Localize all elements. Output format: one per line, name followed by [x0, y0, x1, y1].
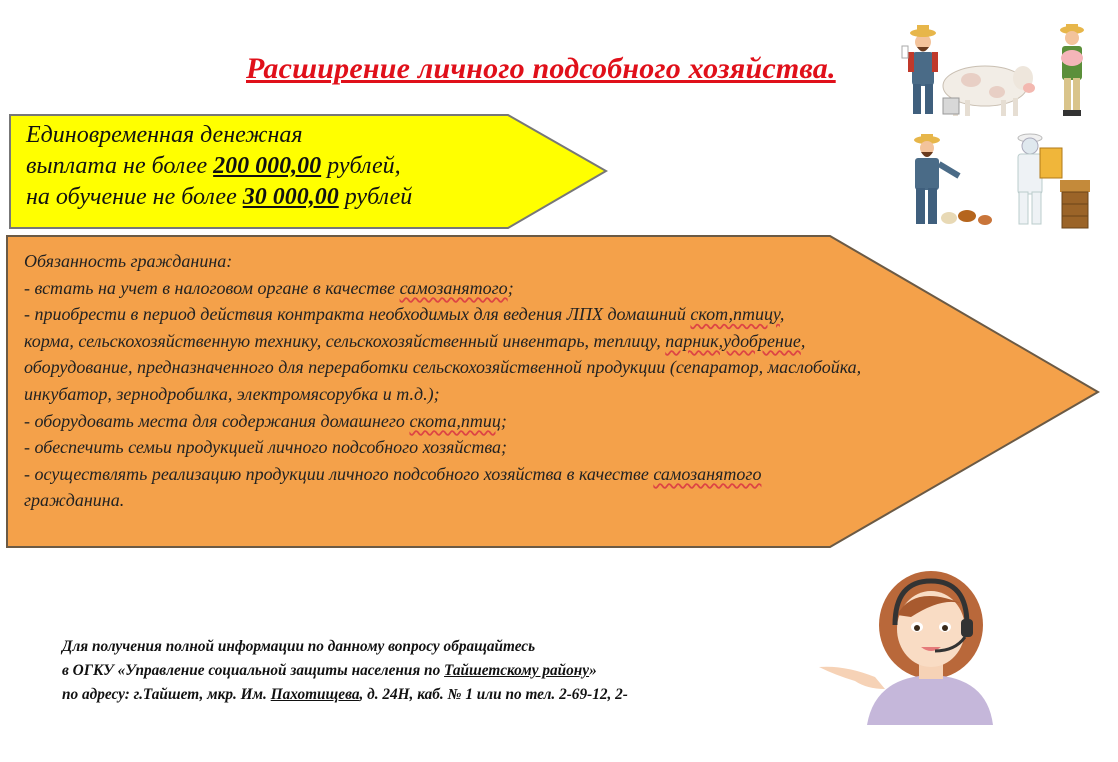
duty-text: - осуществлять реализацию продукции личного подсобного хозяйства в качестве — [24, 463, 654, 484]
duty-continuation: гражданина. — [24, 490, 125, 511]
farmer-pig-illustration — [1052, 22, 1092, 120]
contact-text: по адресу: г.Тайшет, мкр. Им. — [62, 686, 271, 703]
contact-line-2 — [62, 659, 628, 683]
duty-item — [24, 461, 1034, 488]
payment-info — [26, 120, 412, 213]
payment-amount-grant: 200 000,00 — [213, 153, 322, 179]
payment-line-2 — [26, 151, 412, 182]
duties-block — [24, 248, 1034, 514]
duty-text: - приобрести в период действия контракта необходимых для ведения ЛПХ домашний — [24, 304, 691, 325]
payment-line-3-suffix: рублей — [338, 184, 413, 210]
payment-line-1: Единовременная денежная — [26, 122, 303, 148]
duty-term: парник,удобрение — [665, 330, 801, 351]
contact-line-3 — [62, 683, 628, 707]
duty-text: корма, сельскохозяйственную технику, сельскохозяйственный инвентарь, теплицу, — [24, 330, 666, 351]
duty-text: ; — [500, 410, 507, 431]
duty-text: ; — [507, 277, 514, 298]
duty-text: , — [800, 330, 806, 351]
duty-term: самозанятого — [399, 277, 508, 298]
payment-amount-training: 30 000,00 — [242, 184, 339, 210]
contact-street: Пахотищева — [270, 686, 360, 703]
duty-continuation: инкубатор, зернодробилка, электромясорубка и т.д.); — [24, 383, 440, 404]
contact-line-1: Для получения полной информации по данному вопросу обращайтесь — [62, 638, 536, 655]
contact-text: , д. 24Н, каб. № 1 или по тел. 2-69-12, 2- — [359, 686, 628, 703]
payment-line-3-prefix: на обучение не более — [26, 184, 243, 210]
duty-item: - обеспечить семьи продукцией личного подсобного хозяйства; — [24, 437, 508, 458]
contact-district: Тайшетскому району — [444, 662, 590, 679]
duty-term: скот,птицу — [690, 304, 780, 325]
payment-line-2-prefix: выплата не более — [26, 153, 214, 179]
farmer-chickens-illustration — [897, 132, 997, 232]
payment-line-2-suffix: рублей, — [321, 153, 401, 179]
operator-illustration — [815, 565, 1005, 725]
duty-text: - встать на учет в налоговом органе в качестве — [24, 277, 400, 298]
contact-text: в ОГКУ «Управление социальной защиты населения по — [62, 662, 445, 679]
duty-term: скота,птиц — [409, 410, 501, 431]
payment-line-3 — [26, 182, 412, 213]
contact-info — [62, 635, 628, 707]
duty-text: , — [779, 304, 785, 325]
duty-continuation: оборудование, предназначенного для переработки сельскохозяйственной продукции (сепаратор, маслобойка, — [24, 357, 862, 378]
duty-item — [24, 275, 1034, 302]
duty-text: - оборудовать места для содержания домашнего — [24, 410, 410, 431]
beekeeper-illustration — [1010, 130, 1098, 232]
duty-item — [24, 408, 1034, 435]
contact-text: » — [589, 662, 597, 679]
farmer-cow-illustration — [893, 20, 1035, 120]
duty-item — [24, 301, 1034, 328]
duty-term: самозанятого — [653, 463, 762, 484]
page-title: Расширение личного подсобного хозяйства. — [246, 52, 836, 85]
duties-heading: Обязанность гражданина: — [24, 251, 233, 271]
duty-continuation — [24, 328, 1034, 355]
